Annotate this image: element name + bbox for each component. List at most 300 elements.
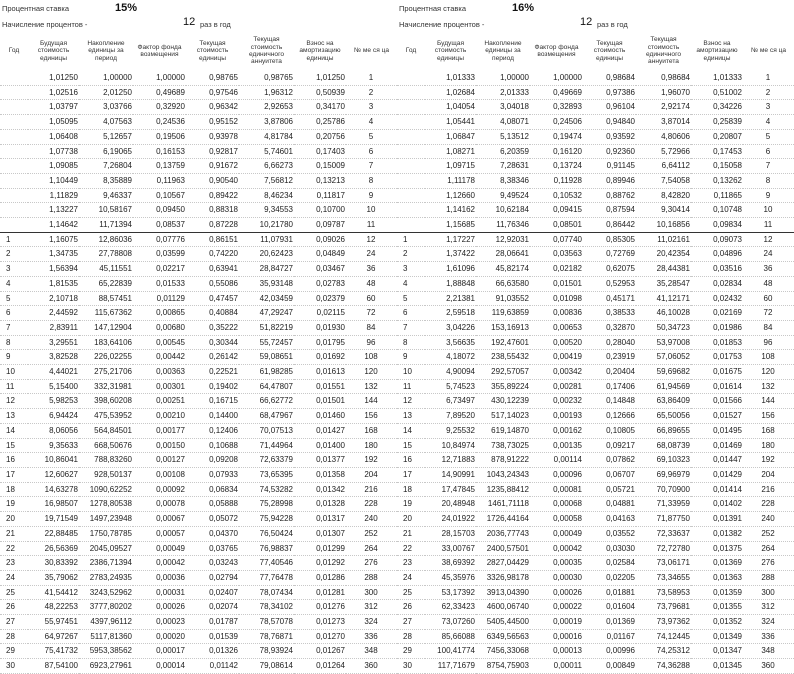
cell-year [0, 71, 28, 85]
cell-annuity-present-value: 10,21780 [239, 218, 294, 233]
cell-accumulation: 12,92031 [476, 232, 530, 247]
cell-future-value: 22,88485 [28, 526, 79, 541]
cell-future-value: 33,00767 [425, 541, 476, 556]
cell-year: 26 [0, 600, 28, 615]
cell-accumulation: 88,57451 [79, 291, 133, 306]
cell-accumulation: 3,04018 [476, 100, 530, 115]
cell-month-number: 8 [346, 173, 397, 188]
cell-amortization-payment: 0,01692 [294, 350, 346, 365]
cell-present-value: 0,23919 [583, 350, 636, 365]
cell-present-value: 0,01881 [583, 585, 636, 600]
cell-sinking-fund-factor: 0,00865 [133, 306, 186, 321]
column-header-sinking-fund-factor: Фактор фонда возмещения [534, 43, 579, 58]
cell-future-value: 1,56394 [28, 262, 79, 277]
cell-annuity-present-value: 9,34553 [239, 203, 294, 218]
cell-month-number: 108 [743, 350, 794, 365]
cell-month-number: 2 [346, 85, 397, 100]
cell-accumulation: 119,63859 [476, 306, 530, 321]
cell-sinking-fund-factor: 0,00836 [530, 306, 583, 321]
cell-year [0, 188, 28, 203]
cell-sinking-fund-factor: 0,01129 [133, 291, 186, 306]
column-header-present-value: Текущая стоимость единицы [196, 39, 229, 62]
cell-future-value: 1,09715 [425, 159, 476, 174]
cell-month-number: 168 [346, 423, 397, 438]
cell-amortization-payment: 0,01469 [691, 438, 743, 453]
cell-future-value: 7,89520 [425, 409, 476, 424]
cell-year: 24 [0, 570, 28, 585]
cell-month-number: 12 [346, 232, 397, 247]
cell-present-value: 0,45171 [583, 291, 636, 306]
cell-annuity-present-value: 78,76871 [239, 629, 294, 644]
cell-accumulation: 564,84501 [79, 423, 133, 438]
cell-year: 22 [0, 541, 28, 556]
cell-accumulation: 1278,80538 [79, 497, 133, 512]
cell-future-value: 2,10718 [28, 291, 79, 306]
table-row-year [397, 541, 794, 556]
column-header-sinking-fund-factor: Фактор фонда возмещения [137, 43, 182, 58]
table-row-month [397, 159, 794, 174]
cell-present-value: 0,90540 [186, 173, 239, 188]
cell-present-value: 0,52953 [583, 276, 636, 291]
cell-sinking-fund-factor: 0,03599 [133, 247, 186, 262]
cell-year: 14 [0, 423, 28, 438]
rate-value: 16% [512, 2, 535, 14]
cell-sinking-fund-factor: 0,00232 [530, 394, 583, 409]
cell-sinking-fund-factor: 0,08501 [530, 218, 583, 233]
cell-future-value: 1,14162 [425, 203, 476, 218]
cell-month-number: 1 [743, 71, 794, 85]
cell-future-value: 8,06056 [28, 423, 79, 438]
cell-amortization-payment: 0,01527 [691, 409, 743, 424]
cell-amortization-payment: 0,01347 [691, 644, 743, 659]
cell-year: 21 [0, 526, 28, 541]
cell-annuity-present-value: 7,54058 [636, 173, 691, 188]
cell-month-number: 312 [346, 600, 397, 615]
cell-amortization-payment: 0,01273 [294, 615, 346, 630]
cell-year [397, 85, 425, 100]
cell-accumulation: 430,12239 [476, 394, 530, 409]
cell-amortization-payment: 0,03467 [294, 262, 346, 277]
table-row-year [397, 394, 794, 409]
cell-annuity-present-value: 4,80606 [636, 129, 691, 144]
cell-month-number: 168 [743, 423, 794, 438]
cell-annuity-present-value: 6,64112 [636, 159, 691, 174]
cell-amortization-payment: 0,01317 [294, 512, 346, 527]
column-header-year: Год [8, 47, 20, 55]
cell-future-value: 4,44021 [28, 365, 79, 380]
cell-accumulation: 619,14870 [476, 423, 530, 438]
cell-amortization-payment: 0,13262 [691, 173, 743, 188]
cell-sinking-fund-factor: 0,00193 [530, 409, 583, 424]
cell-future-value: 19,71549 [28, 512, 79, 527]
cell-year: 27 [0, 615, 28, 630]
cell-annuity-present-value: 74,12445 [636, 629, 691, 644]
cell-year: 6 [0, 306, 28, 321]
cell-month-number: 228 [346, 497, 397, 512]
cell-present-value: 0,30344 [186, 335, 239, 350]
table-row-year [0, 394, 397, 409]
cell-accumulation: 1,00000 [79, 71, 133, 85]
cell-accumulation: 2,01250 [79, 85, 133, 100]
cell-month-number: 72 [346, 306, 397, 321]
table-row-year [0, 659, 397, 674]
cell-sinking-fund-factor: 0,00026 [133, 600, 186, 615]
cell-accumulation: 4600,06740 [476, 600, 530, 615]
cell-present-value: 0,98684 [583, 71, 636, 85]
cell-year [397, 218, 425, 233]
cell-month-number: 192 [743, 453, 794, 468]
cell-sinking-fund-factor: 0,00013 [530, 644, 583, 659]
cell-amortization-payment: 0,02379 [294, 291, 346, 306]
table-row-month [0, 203, 397, 218]
cell-year: 3 [0, 262, 28, 277]
cell-month-number: 132 [743, 379, 794, 394]
cell-month-number: 228 [743, 497, 794, 512]
column-header-annuity-present-value: Текущая стоимость единичного аннуитета [645, 36, 682, 66]
cell-present-value: 0,22521 [186, 365, 239, 380]
cell-future-value: 5,15400 [28, 379, 79, 394]
cell-present-value: 0,96104 [583, 100, 636, 115]
cell-year: 18 [397, 482, 425, 497]
periods-value: 12 [580, 16, 593, 28]
cell-year: 7 [397, 320, 425, 335]
cell-amortization-payment: 0,01307 [294, 526, 346, 541]
table-row-month [0, 71, 397, 85]
cell-accumulation: 1750,78785 [79, 526, 133, 541]
cell-accumulation: 10,62184 [476, 203, 530, 218]
cell-annuity-present-value: 73,65395 [239, 467, 294, 482]
cell-year [397, 159, 425, 174]
cell-year: 30 [0, 659, 28, 674]
cell-accumulation: 45,82174 [476, 262, 530, 277]
cell-month-number: 108 [346, 350, 397, 365]
cell-present-value: 0,02074 [186, 600, 239, 615]
cell-month-number: 276 [346, 556, 397, 571]
cell-amortization-payment: 0,17453 [691, 144, 743, 159]
cell-present-value: 0,86442 [583, 218, 636, 233]
cell-month-number: 336 [743, 629, 794, 644]
cell-present-value: 0,93978 [186, 129, 239, 144]
cell-month-number: 144 [346, 394, 397, 409]
cell-amortization-payment: 0,01753 [691, 350, 743, 365]
cell-year: 17 [0, 467, 28, 482]
cell-sinking-fund-factor: 0,49689 [133, 85, 186, 100]
cell-present-value: 0,05721 [583, 482, 636, 497]
cell-month-number: 144 [743, 394, 794, 409]
cell-sinking-fund-factor: 0,00014 [133, 659, 186, 674]
cell-future-value: 48,22253 [28, 600, 79, 615]
cell-sinking-fund-factor: 0,13724 [530, 159, 583, 174]
cell-year [397, 100, 425, 115]
cell-annuity-present-value: 1,96070 [636, 85, 691, 100]
cell-accumulation: 3913,04390 [476, 585, 530, 600]
cell-annuity-present-value: 28,44381 [636, 262, 691, 277]
cell-accumulation: 332,31981 [79, 379, 133, 394]
table-row-year [397, 615, 794, 630]
cell-accumulation: 9,49524 [476, 188, 530, 203]
cell-future-value: 1,01333 [425, 71, 476, 85]
cell-amortization-payment: 0,01352 [691, 615, 743, 630]
cell-accumulation: 6,19065 [79, 144, 133, 159]
cell-year: 23 [0, 556, 28, 571]
column-header-amortization-payment: Взнос на амортизацию единицы [299, 39, 341, 62]
cell-sinking-fund-factor: 0,00042 [133, 556, 186, 571]
cell-amortization-payment: 0,03516 [691, 262, 743, 277]
cell-accumulation: 738,73025 [476, 438, 530, 453]
cell-amortization-payment: 0,34226 [691, 100, 743, 115]
cell-future-value: 14,63278 [28, 482, 79, 497]
cell-month-number: 204 [346, 467, 397, 482]
cell-future-value: 1,88848 [425, 276, 476, 291]
cell-year [397, 129, 425, 144]
cell-future-value: 5,98253 [28, 394, 79, 409]
cell-accumulation: 192,47601 [476, 335, 530, 350]
cell-month-number: 3 [346, 100, 397, 115]
cell-present-value: 0,47457 [186, 291, 239, 306]
cell-present-value: 0,32870 [583, 320, 636, 335]
cell-month-number: 264 [346, 541, 397, 556]
cell-sinking-fund-factor: 0,09450 [133, 203, 186, 218]
cell-accumulation: 11,76346 [476, 218, 530, 233]
cell-present-value: 0,97386 [583, 85, 636, 100]
cell-future-value: 1,02516 [28, 85, 79, 100]
cell-year: 15 [0, 438, 28, 453]
cell-sinking-fund-factor: 0,00127 [133, 453, 186, 468]
table-row-month [397, 85, 794, 100]
cell-amortization-payment: 0,25786 [294, 115, 346, 130]
cell-accumulation: 5117,81360 [79, 629, 133, 644]
cell-future-value: 28,15703 [425, 526, 476, 541]
cell-annuity-present-value: 72,33637 [636, 526, 691, 541]
cell-accumulation: 3243,52962 [79, 585, 133, 600]
cell-amortization-payment: 0,09073 [691, 232, 743, 247]
cell-annuity-present-value: 20,62423 [239, 247, 294, 262]
cell-present-value: 0,16715 [186, 394, 239, 409]
cell-amortization-payment: 0,01349 [691, 629, 743, 644]
cell-year: 20 [0, 512, 28, 527]
cell-present-value: 0,01326 [186, 644, 239, 659]
cell-sinking-fund-factor: 0,00680 [133, 320, 186, 335]
cell-annuity-present-value: 5,72966 [636, 144, 691, 159]
periods-value: 12 [183, 16, 196, 28]
cell-present-value: 0,01539 [186, 629, 239, 644]
cell-annuity-present-value: 3,87806 [239, 115, 294, 130]
table-row-year [0, 600, 397, 615]
cell-year: 2 [0, 247, 28, 262]
cell-present-value: 0,85305 [583, 232, 636, 247]
cell-future-value: 1,01250 [28, 71, 79, 85]
cell-amortization-payment: 0,01369 [691, 556, 743, 571]
column-header-annuity-present-value: Текущая стоимость единичного аннуитета [248, 36, 285, 66]
cell-amortization-payment: 1,01333 [691, 71, 743, 85]
cell-sinking-fund-factor: 0,00022 [530, 600, 583, 615]
cell-amortization-payment: 0,01930 [294, 320, 346, 335]
cell-amortization-payment: 0,01281 [294, 585, 346, 600]
cell-amortization-payment: 0,02169 [691, 306, 743, 321]
cell-annuity-present-value: 71,33959 [636, 497, 691, 512]
cell-amortization-payment: 0,01795 [294, 335, 346, 350]
cell-sinking-fund-factor: 0,00419 [530, 350, 583, 365]
cell-year: 26 [397, 600, 425, 615]
cell-future-value: 12,60627 [28, 467, 79, 482]
cell-annuity-present-value: 47,29247 [239, 306, 294, 321]
cell-accumulation: 5953,38562 [79, 644, 133, 659]
cell-accumulation: 1235,88412 [476, 482, 530, 497]
cell-future-value: 2,83911 [28, 320, 79, 335]
cell-annuity-present-value: 10,16856 [636, 218, 691, 233]
cell-annuity-present-value: 73,97362 [636, 615, 691, 630]
cell-amortization-payment: 0,20756 [294, 129, 346, 144]
cell-sinking-fund-factor: 0,00096 [530, 467, 583, 482]
cell-accumulation: 10,58167 [79, 203, 133, 218]
cell-future-value: 75,41732 [28, 644, 79, 659]
cell-sinking-fund-factor: 0,00042 [530, 541, 583, 556]
cell-sinking-fund-factor: 0,00035 [530, 556, 583, 571]
table-row-month [0, 188, 397, 203]
cell-month-number: 8 [743, 173, 794, 188]
cell-month-number: 10 [743, 203, 794, 218]
cell-future-value: 35,79062 [28, 570, 79, 585]
cell-accumulation: 238,55432 [476, 350, 530, 365]
cell-accumulation: 66,63580 [476, 276, 530, 291]
cell-annuity-present-value: 9,30414 [636, 203, 691, 218]
table-row-month [0, 218, 397, 233]
cell-year: 21 [397, 526, 425, 541]
cell-annuity-present-value: 77,76478 [239, 570, 294, 585]
table-row-year [0, 291, 397, 306]
cell-month-number: 48 [743, 276, 794, 291]
table-row-year [0, 541, 397, 556]
cell-future-value: 2,44592 [28, 306, 79, 321]
cell-amortization-payment: 0,01613 [294, 365, 346, 380]
cell-present-value: 0,00996 [583, 644, 636, 659]
cell-sinking-fund-factor: 0,03563 [530, 247, 583, 262]
cell-amortization-payment: 0,01292 [294, 556, 346, 571]
cell-month-number: 11 [743, 218, 794, 233]
cell-accumulation: 275,21706 [79, 365, 133, 380]
cell-year [397, 144, 425, 159]
cell-accumulation: 1726,44164 [476, 512, 530, 527]
cell-year: 6 [397, 306, 425, 321]
cell-year [397, 115, 425, 130]
cell-year [0, 115, 28, 130]
cell-present-value: 0,03552 [583, 526, 636, 541]
cell-month-number: 36 [743, 262, 794, 277]
column-header-future-value: Будущая стоимость единицы [434, 39, 467, 62]
cell-present-value: 0,10688 [186, 438, 239, 453]
table-row-year [0, 306, 397, 321]
cell-accumulation: 4,07563 [79, 115, 133, 130]
cell-sinking-fund-factor: 0,00092 [133, 482, 186, 497]
cell-annuity-present-value: 51,82219 [239, 320, 294, 335]
cell-sinking-fund-factor: 0,32893 [530, 100, 583, 115]
cell-sinking-fund-factor: 0,16153 [133, 144, 186, 159]
cell-annuity-present-value: 71,87750 [636, 512, 691, 527]
cell-annuity-present-value: 59,69682 [636, 365, 691, 380]
cell-present-value: 0,87594 [583, 203, 636, 218]
cell-annuity-present-value: 66,89655 [636, 423, 691, 438]
cell-annuity-present-value: 2,92653 [239, 100, 294, 115]
table-row-year [397, 276, 794, 291]
cell-future-value: 1,05441 [425, 115, 476, 130]
cell-month-number: 1 [346, 71, 397, 85]
cell-annuity-present-value: 74,53282 [239, 482, 294, 497]
cell-annuity-present-value: 76,98837 [239, 541, 294, 556]
cell-present-value: 0,91145 [583, 159, 636, 174]
cell-present-value: 0,00849 [583, 659, 636, 674]
table-header-row [0, 31, 397, 71]
cell-amortization-payment: 0,01264 [294, 659, 346, 674]
cell-amortization-payment: 0,10700 [294, 203, 346, 218]
cell-sinking-fund-factor: 0,00017 [133, 644, 186, 659]
cell-accumulation: 8754,75903 [476, 659, 530, 674]
cell-present-value: 0,04881 [583, 497, 636, 512]
table-row-year [397, 512, 794, 527]
table-row-year [0, 556, 397, 571]
cell-year [0, 129, 28, 144]
cell-sinking-fund-factor: 0,00058 [530, 512, 583, 527]
cell-present-value: 0,62075 [583, 262, 636, 277]
cell-year: 20 [397, 512, 425, 527]
table-row-year [0, 526, 397, 541]
cell-accumulation: 8,38346 [476, 173, 530, 188]
cell-accumulation: 9,46337 [79, 188, 133, 203]
column-header-accumulation: Накопление единицы за период [484, 39, 522, 62]
cell-present-value: 0,89422 [186, 188, 239, 203]
cell-amortization-payment: 0,01286 [294, 570, 346, 585]
cell-sinking-fund-factor: 0,00020 [133, 629, 186, 644]
table-row-year [0, 629, 397, 644]
cell-amortization-payment: 0,11817 [294, 188, 346, 203]
cell-year [0, 85, 28, 100]
table-row-year [0, 320, 397, 335]
cell-accumulation: 1,00000 [476, 71, 530, 85]
cell-present-value: 0,07862 [583, 453, 636, 468]
cell-future-value: 1,07738 [28, 144, 79, 159]
cell-future-value: 4,18072 [425, 350, 476, 365]
cell-sinking-fund-factor: 0,00078 [133, 497, 186, 512]
cell-sinking-fund-factor: 0,19506 [133, 129, 186, 144]
cell-amortization-payment: 0,01566 [691, 394, 743, 409]
cell-amortization-payment: 0,17403 [294, 144, 346, 159]
cell-future-value: 4,90094 [425, 365, 476, 380]
table-row-month [0, 159, 397, 174]
cell-present-value: 0,89946 [583, 173, 636, 188]
cell-month-number: 180 [743, 438, 794, 453]
cell-annuity-present-value: 72,63379 [239, 453, 294, 468]
cell-month-number: 84 [346, 320, 397, 335]
cell-sinking-fund-factor: 0,00030 [530, 570, 583, 585]
cell-month-number: 216 [743, 482, 794, 497]
cell-accumulation: 3777,80202 [79, 600, 133, 615]
table-row-year [397, 453, 794, 468]
cell-month-number: 24 [346, 247, 397, 262]
cell-future-value: 30,83392 [28, 556, 79, 571]
cell-year: 25 [397, 585, 425, 600]
cell-sinking-fund-factor: 0,10532 [530, 188, 583, 203]
cell-sinking-fund-factor: 0,07740 [530, 232, 583, 247]
cell-annuity-present-value: 0,98684 [636, 71, 691, 85]
cell-future-value: 12,71883 [425, 453, 476, 468]
table-row-year [0, 335, 397, 350]
cell-annuity-present-value: 78,57078 [239, 615, 294, 630]
cell-month-number: 48 [346, 276, 397, 291]
cell-sinking-fund-factor: 0,19474 [530, 129, 583, 144]
cell-accumulation: 7,26804 [79, 159, 133, 174]
table-row-year [0, 615, 397, 630]
cell-month-number: 7 [743, 159, 794, 174]
table-row-month [397, 100, 794, 115]
